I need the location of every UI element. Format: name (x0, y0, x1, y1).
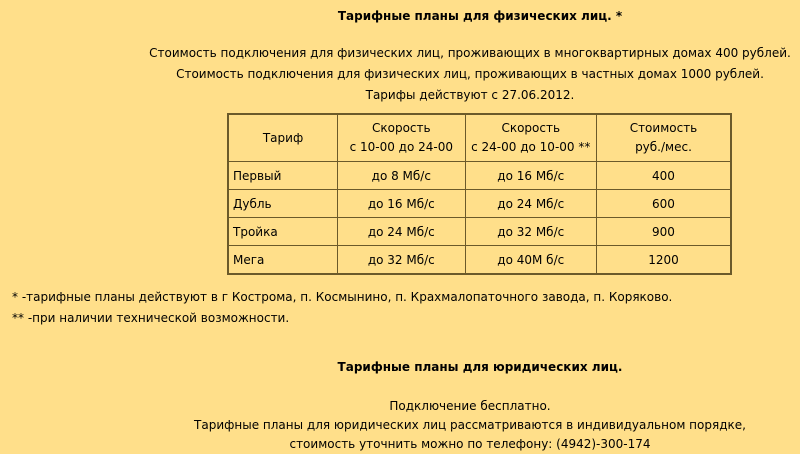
legal-entities-title: Тарифные планы для юридических лиц. (337, 360, 623, 374)
speed-night: до 16 Мб/с (465, 162, 596, 190)
footnote-coverage-area: * -тарифные планы действуют в г Кострома, п. Космынино, п. Крахмалопаточного завода, п. Коряково. (12, 290, 673, 304)
legal-individual-terms: Тарифные планы для юридических лиц рассматриваются в индивидуальном порядке, (194, 418, 746, 432)
individuals-title: Тарифные планы для физических лиц. * (337, 9, 623, 23)
header-price-line1: Стоимость (629, 121, 698, 135)
legal-free-connection: Подключение бесплатно. (389, 399, 551, 413)
price: 400 (596, 162, 731, 190)
speed-day: до 32 Мб/с (338, 246, 465, 275)
speed-day: до 8 Мб/с (338, 162, 465, 190)
speed-day: до 16 Мб/с (338, 190, 465, 218)
table-row (228, 218, 731, 246)
header-speed-day-line2: с 10-00 до 24-00 (349, 140, 453, 154)
header-speed-night (465, 114, 596, 162)
legal-contact-phone: стоимость уточнить можно по телефону: (4942)-300-174 (289, 437, 651, 451)
tariff-name: Мега (228, 246, 338, 275)
footnote-technical-availability: ** -при наличии технической возможности. (12, 311, 290, 325)
table-row (228, 190, 731, 218)
tariff-name: Тройка (228, 218, 338, 246)
header-tariff (228, 114, 338, 162)
price: 600 (596, 190, 731, 218)
tariffs-header-row (228, 114, 731, 162)
connection-cost-private-houses: Стоимость подключения для физических лиц, проживающих в частных домах 1000 рублей. (176, 67, 764, 81)
header-price (596, 114, 731, 162)
table-row (228, 246, 731, 275)
header-speed-day (338, 114, 465, 162)
price: 1200 (596, 246, 731, 275)
price: 900 (596, 218, 731, 246)
header-price-line2: руб./мес. (635, 140, 692, 154)
tariff-name: Первый (228, 162, 338, 190)
speed-night: до 24 Мб/с (465, 190, 596, 218)
speed-night: до 40М б/с (465, 246, 596, 275)
speed-night: до 32 Мб/с (465, 218, 596, 246)
tariffs-table (227, 113, 732, 275)
header-speed-night-line2: с 24-00 до 10-00 ** (471, 140, 591, 154)
tariff-name: Дубль (228, 190, 338, 218)
header-speed-day-line1: Скорость (371, 121, 431, 135)
connection-cost-apartments: Стоимость подключения для физических лиц, проживающих в многоквартирных домах 400 рублей. (149, 46, 791, 60)
tariffs-effective-date: Тарифы действуют с 27.06.2012. (365, 88, 575, 102)
header-tariff-label: Тариф (262, 130, 304, 145)
speed-day: до 24 Мб/с (338, 218, 465, 246)
table-row (228, 162, 731, 190)
header-speed-night-line1: Скорость (501, 121, 561, 135)
